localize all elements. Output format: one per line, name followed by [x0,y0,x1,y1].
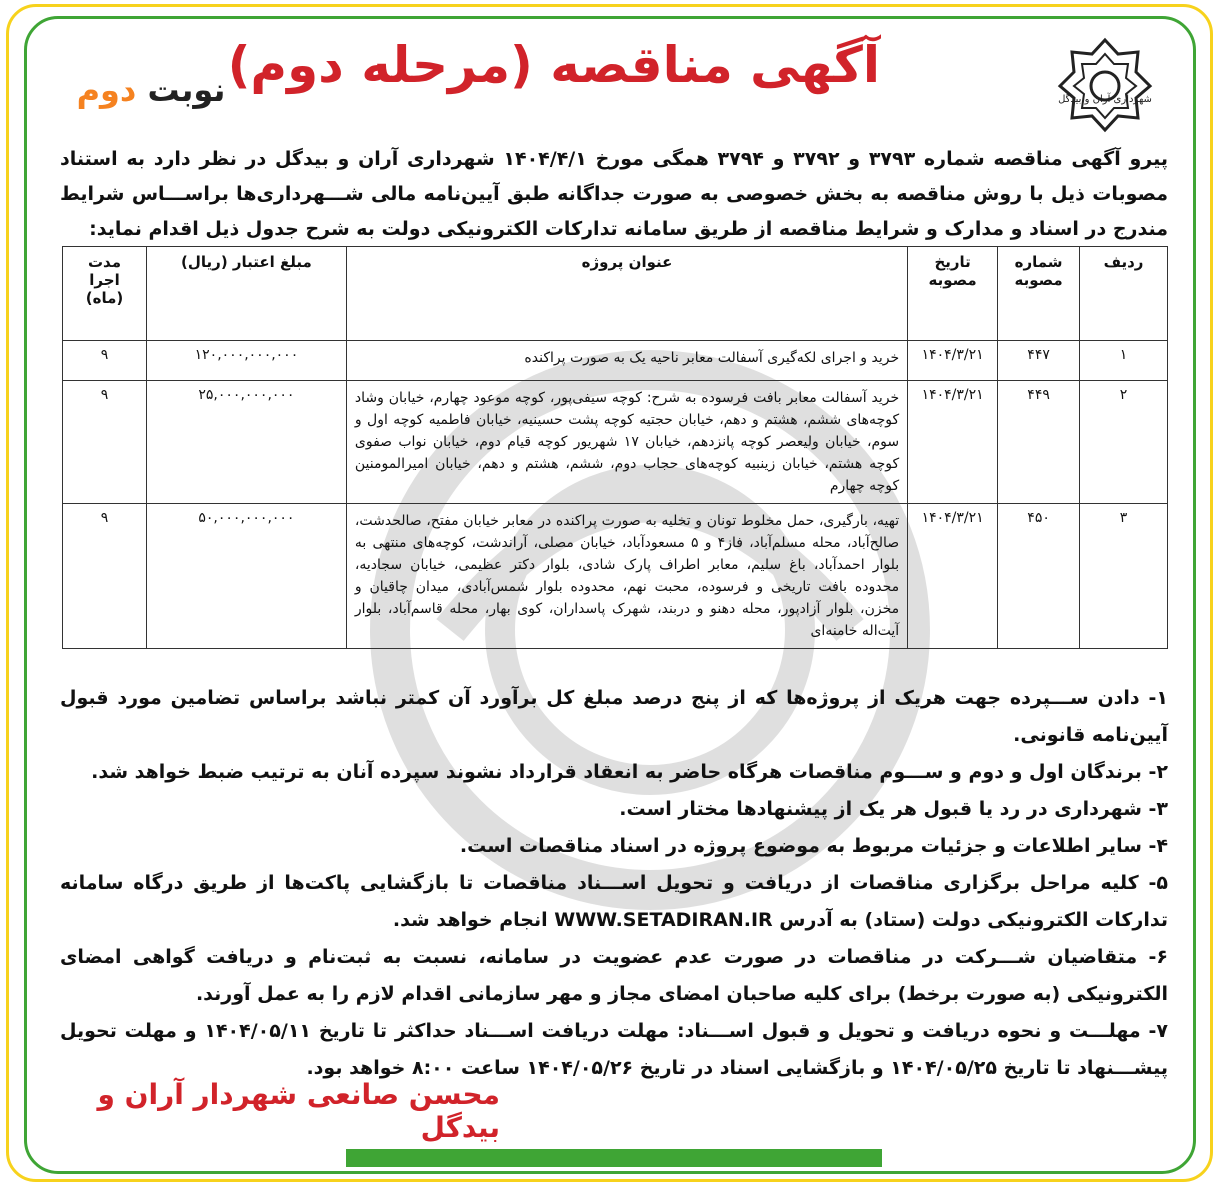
cell-number: ۴۵۰ [998,504,1080,649]
cell-duration: ۹ [63,341,147,381]
municipality-logo [1050,36,1160,136]
badge-round: دوم [76,71,137,109]
condition-item: ۱- دادن ســـپرده جهت هریک از پروژه‌ها که از پنج درصد مبلغ کل برآورد آن کمتر نباشد براساس تضامین مورد قبول آیین‌نامه قانونی. [60,687,1168,746]
header-amount: مبلغ اعتبار (ریال) [147,247,347,341]
cell-date: ۱۴۰۴/۳/۲۱ [908,341,998,381]
condition-item: ۵- کلیه مراحل برگزاری مناقصات از دریافت و تحویل اســـناد مناقصات تا بازگشایی پاکت‌ها از طریق درگاه سامانه تدارکات الکترونیکی دولت (ستاد) به آدرس WWW.SETADIRAN.IR انجام خواهد شد. [60,872,1168,931]
cell-date: ۱۴۰۴/۳/۲۱ [908,381,998,504]
projects-table [62,246,1168,649]
intro-paragraph: پیرو آگهی مناقصه شماره ۳۷۹۳ و ۳۷۹۲ و ۳۷۹۴ همگی مورخ ۱۴۰۴/۴/۱ شهرداری آران و بیدگل در نظر دارد به استناد مصوبات ذیل با روش مناقصه به بخش خصوصی به صورت جداگانه طبق آیین‌نامه مالی شـــهرداری‌ها براســـاس شرایط مندرج در اسناد و مدارک و شرایط مناقصه از طریق سامانه تدارکات الکترونیکی دولت به شرح جدول ذیل اقدام نماید: [60,148,1168,240]
cell-number: ۴۴۹ [998,381,1080,504]
condition-item: ۲- برندگان اول و دوم و ســـوم مناقصات هرگاه حاضر به انعقاد قرارداد نشوند سپرده آنان به ترتیب ضبط خواهد شد. [91,761,1168,783]
cell-duration: ۹ [63,381,147,504]
cell-title: خرید آسفالت معابر بافت فرسوده به شرح: کوچه سیفی‌پور، کوچه موعود چهارم، خیابان وشاد کوچه‌های ششم، هشتم و دهم، خیابان حجتیه کوچه پشت حسینیه، خیابان فاطمیه کوچه اول و سوم، خیابان ولیعصر کوچه پانزدهم، خیابان ۱۷ شهریور کوچه قیام دوم، خیابان نواب صفوی کوچه هشتم، خیابان زینبیه کوچه‌های حجاب دوم، ششم، هشتم و دهم، خیابان امیرالمومنین کوچه چهارم [346,381,907,504]
header-duration: مدت اجرا (ماه) [63,247,147,341]
cell-date: ۱۴۰۴/۳/۲۱ [908,504,998,649]
page-title: آگهی مناقصه (مرحله دوم) [227,36,880,94]
header-number: شماره مصوبه [998,247,1080,341]
cell-row: ۱ [1080,341,1168,381]
conditions-list [60,680,1168,1087]
cell-row: ۳ [1080,504,1168,649]
cell-number: ۴۴۷ [998,341,1080,381]
mayor-signature: محسن صانعی شهردار آران و بیدگل [97,1078,500,1144]
badge-label: نوبت [147,71,226,109]
condition-item: ۴- سایر اطلاعات و جزئیات مربوط به موضوع پروژه در اسناد مناقصات است. [459,835,1168,857]
round-badge [76,70,226,110]
cell-amount: ۵۰,۰۰۰,۰۰۰,۰۰۰ [147,504,347,649]
cell-title: تهیه، بارگیری، حمل مخلوط تونان و تخلیه به صورت پراکنده در معابر خیابان مفتح، صالحدشت، صالح‌آباد، محله مسلم‌آباد، فاز۴ و ۵ مسعودآباد، خیابان مصلی، آراندشت، کوچه‌های منتهی به بلوار احمدآباد، باغ سلیم، معابر اطراف پارک شادی، بلوار دکتر عظیمی، خیابان سجادیه، محدوده بافت تاریخی و فرسوده، محبت نهم، محدوده بلوار شمس‌آبادی، میدان چاقیان و مخزن، بلوار آزادپور، محله دهنو و دربند، شهرک پاسداران، کوی بهار، محله قاسم‌آباد، بلوار آیت‌اله خامنه‌ای [346,504,907,649]
cell-duration: ۹ [63,504,147,649]
header-title: عنوان پروژه [346,247,907,341]
table-row [63,381,1168,504]
condition-item: ۷- مهلـــت و نحوه دریافت و تحویل و قبول اســـناد: مهلت دریافت اســـناد حداکثر تا تاریخ ۱۴۰۴/۰۵/۱۱ و مهلت تحویل پیشـــنهاد تا تاریخ ۱۴۰۴/۰۵/۲۵ و بازگشایی اسناد در تاریخ ۱۴۰۴/۰۵/۲۶ ساعت ۸:۰۰ خواهد بود. [60,1020,1168,1079]
cell-amount: ۲۵,۰۰۰,۰۰۰,۰۰۰ [147,381,347,504]
header-date: تاریخ مصوبه [908,247,998,341]
table-row [63,504,1168,649]
header-row: ردیف [1080,247,1168,341]
condition-item: ۳- شهرداری در رد یا قبول هر یک از پیشنهادها مختار است. [619,798,1168,820]
cell-row: ۲ [1080,381,1168,504]
bottom-green-bar [346,1149,882,1167]
table-row [63,341,1168,381]
condition-item: ۶- متقاضیان شـــرکت در مناقصات در صورت عدم عضویت در سامانه، نسبت به ثبت‌نام و دریافت گواهی امضای الکترونیکی (به صورت برخط) برای کلیه صاحبان امضای مجاز و مهر سازمانی اقدام لازم را به عمل آورند. [60,946,1168,1005]
logo-caption: شهرداری آران و بیدگل [1058,94,1152,105]
cell-title: خرید و اجرای لکه‌گیری آسفالت معابر ناحیه یک به صورت پراکنده [346,341,907,381]
cell-amount: ۱۲۰,۰۰۰,۰۰۰,۰۰۰ [147,341,347,381]
